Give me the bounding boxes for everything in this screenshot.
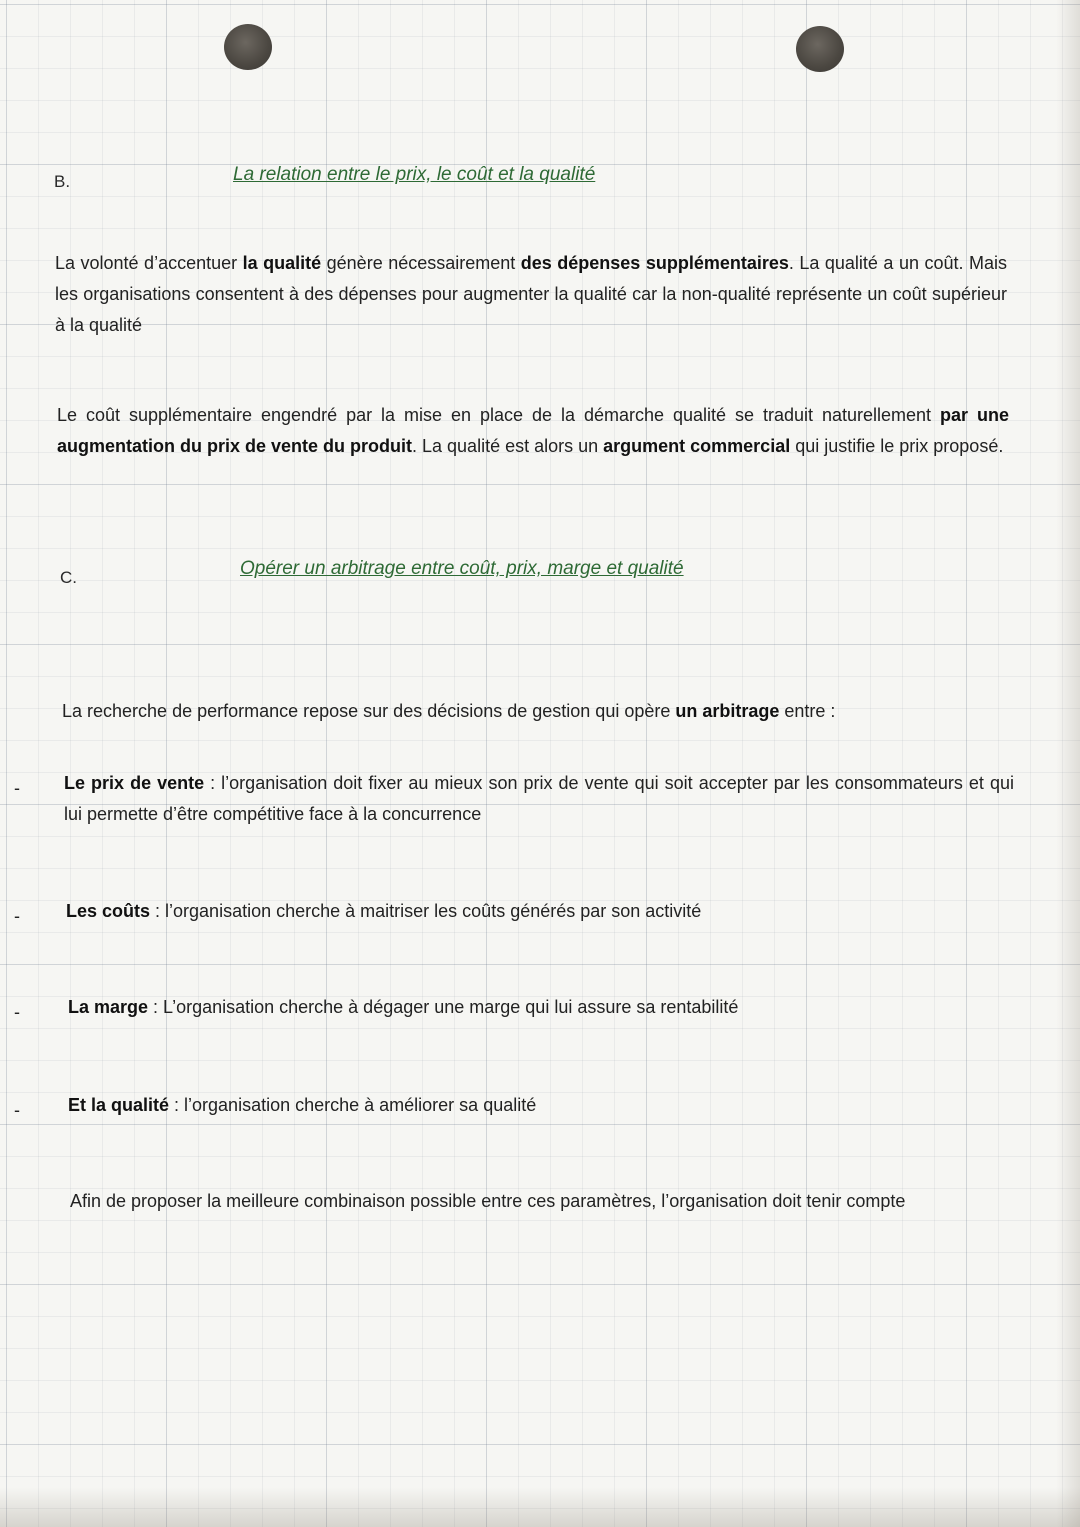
bullet-dash: - [14, 778, 20, 798]
text: . La qualité a un coût. Mais les organisations consentent à des dépenses pour augmenter la qualité car la non-qualité représente un coût supérieur à la qualité [55, 253, 1007, 335]
page-bottom-shadow [0, 1487, 1080, 1527]
text: La recherche de performance repose sur des décisions de gestion qui opère [62, 701, 676, 721]
text: . La qualité est alors un [412, 436, 604, 456]
bold-text: un arbitrage [675, 701, 780, 721]
bullet-item-qualite [68, 1090, 1008, 1121]
bullet-dash: - [14, 1100, 20, 1120]
bullet-item-marge [68, 992, 1008, 1023]
section-c-title: Opérer un arbitrage entre coût, prix, marge et qualité [240, 558, 684, 579]
bold-text: des dépenses supplémentaires [520, 253, 789, 273]
section-c-letter: C. [60, 568, 77, 587]
bullet-text: : L’organisation cherche à dégager une marge qui lui assure sa rentabilité [148, 997, 739, 1017]
binder-hole-right [796, 26, 844, 72]
section-c-conclusion: Afin de proposer la meilleure combinaison possible entre ces paramètres, l’organisation doit tenir compte [70, 1191, 906, 1211]
bullet-label: La marge [68, 997, 149, 1017]
section-c-intro [62, 696, 1002, 727]
bullet-dash: - [14, 906, 20, 926]
bullet-label: Le prix de vente [64, 773, 205, 793]
bullet-label: Les coûts [66, 901, 151, 921]
bold-text: par une augmentation du prix de vente du produit [57, 405, 1009, 456]
bullet-text: : l’organisation doit fixer au mieux son prix de vente qui soit accepter par les consommateurs et qui lui permette d’être compétitive face à la concurrence [64, 773, 1014, 824]
text: génère nécessairement [321, 253, 521, 273]
text: La volonté d’accentuer [55, 253, 243, 273]
bullet-dash: - [14, 1002, 20, 1022]
binder-hole-left [224, 24, 272, 70]
bullet-item-couts [66, 896, 1006, 927]
bullet-text: : l’organisation cherche à améliorer sa qualité [169, 1095, 537, 1115]
section-b-paragraph-1 [55, 248, 1007, 341]
bullet-label: Et la qualité [68, 1095, 170, 1115]
text: entre : [779, 701, 836, 721]
section-b-title: La relation entre le prix, le coût et la qualité [233, 164, 596, 185]
bullet-item-prix [64, 768, 1014, 830]
bold-text: la qualité [242, 253, 322, 273]
section-b-paragraph-2 [57, 400, 1009, 462]
bullet-text: : l’organisation cherche à maitriser les coûts générés par son activité [150, 901, 702, 921]
bold-text: argument commercial [603, 436, 791, 456]
text: qui justifie le prix proposé. [790, 436, 1004, 456]
page-edge-shadow [1056, 0, 1080, 1527]
section-b-letter: B. [54, 172, 71, 191]
text: Le coût supplémentaire engendré par la mise en place de la démarche qualité se traduit naturellement [57, 405, 941, 425]
